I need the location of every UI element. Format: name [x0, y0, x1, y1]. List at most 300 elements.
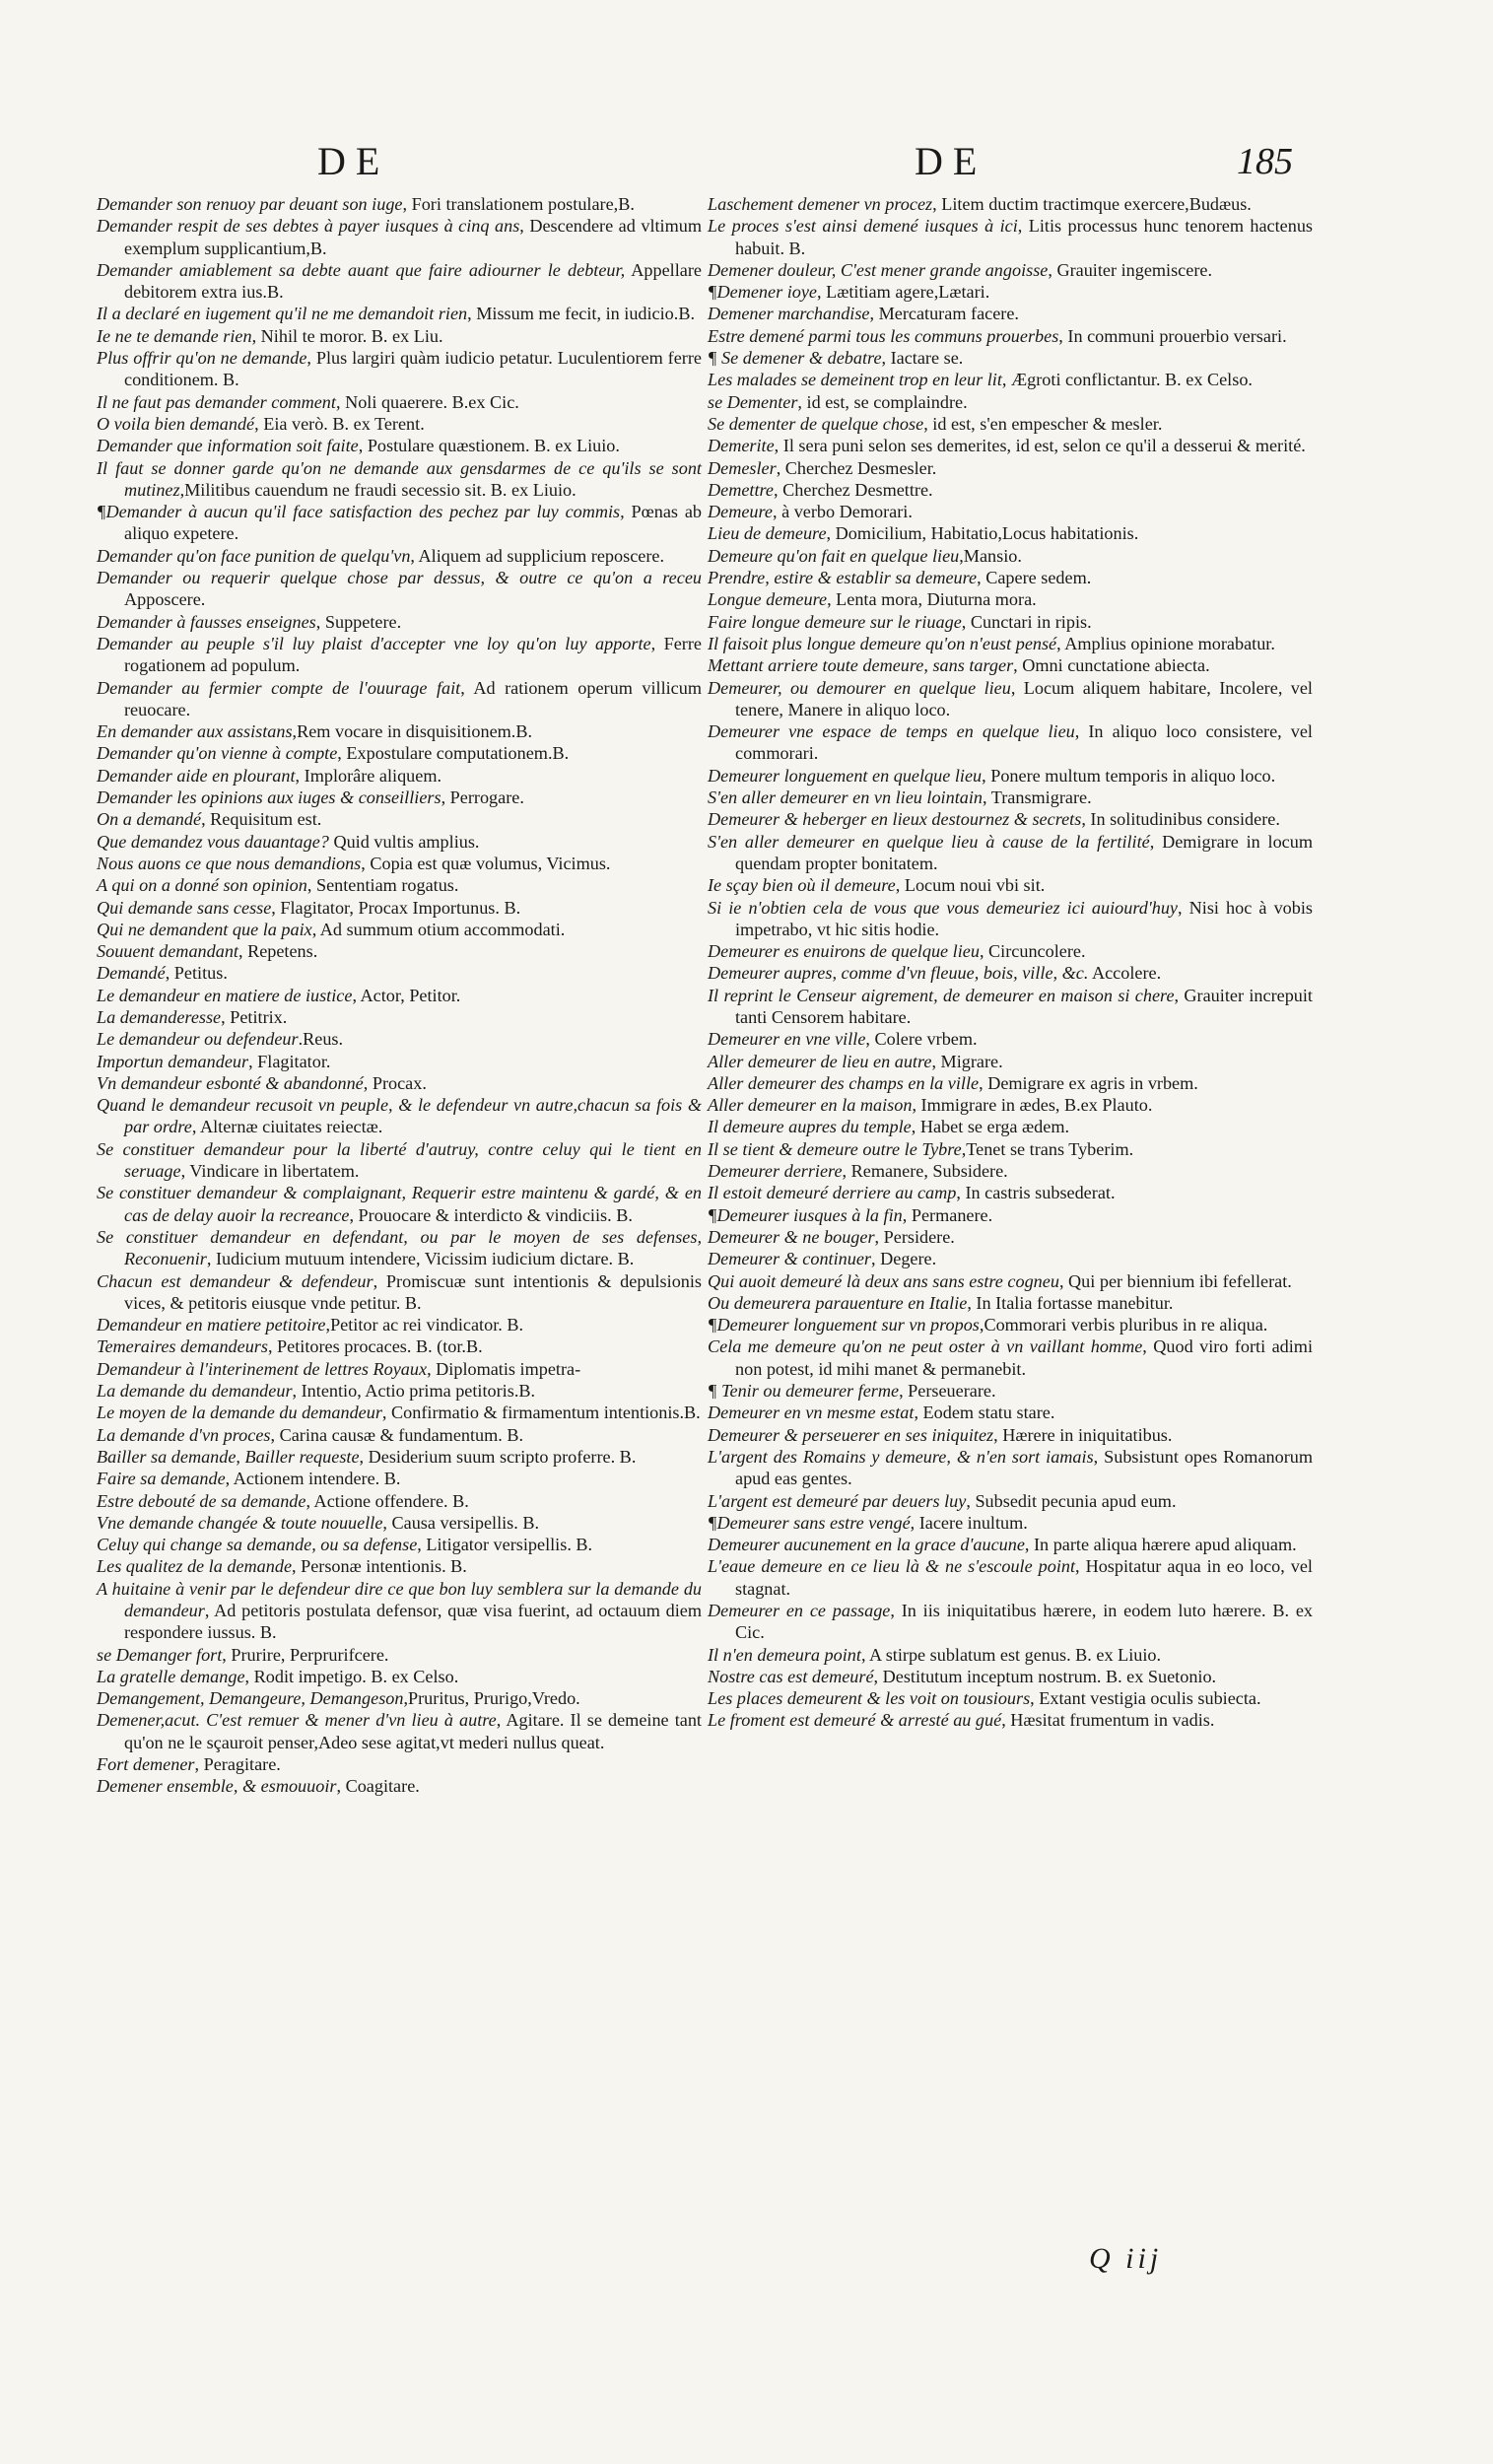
dictionary-entry [708, 567, 1313, 588]
latin-equivalent: , Perrogare. [441, 787, 524, 808]
latin-equivalent: , Persidere. [874, 1226, 955, 1247]
french-headword: Demesler [708, 457, 777, 478]
dictionary-entry [708, 1116, 1313, 1137]
french-headword: La gratelle demange [97, 1666, 245, 1686]
dictionary-entry [708, 1314, 1313, 1335]
dictionary-entry [708, 1094, 1313, 1116]
dictionary-entry [708, 1248, 1313, 1269]
dictionary-entry [97, 611, 702, 633]
dictionary-entry [708, 479, 1313, 501]
dictionary-entry [97, 962, 702, 984]
dictionary-entry [97, 1753, 702, 1775]
latin-equivalent: , Implorâre aliquem. [295, 765, 442, 786]
dictionary-entry [708, 215, 1313, 259]
french-headword: La demande du demandeur [97, 1381, 293, 1402]
dictionary-entry [97, 1468, 702, 1489]
dictionary-entry [708, 962, 1313, 984]
dictionary-entry [97, 787, 702, 808]
latin-equivalent: , Remanere, Subsidere. [842, 1161, 1008, 1182]
french-headword: Ie sçay bien où il demeure [708, 875, 896, 896]
dictionary-entry [708, 588, 1313, 610]
dictionary-entry [97, 1226, 702, 1270]
french-headword: Les qualitez de la demande [97, 1556, 293, 1577]
dictionary-entry [708, 1292, 1313, 1314]
dictionary-entry [97, 1446, 702, 1468]
latin-equivalent: , Destitutum inceptum nostrum. B. ex Suetonio. [873, 1666, 1217, 1686]
dictionary-entry [708, 1709, 1313, 1731]
latin-equivalent: ,Petitor ac rei vindicator. B. [325, 1315, 524, 1335]
dictionary-entry [97, 919, 702, 940]
latin-equivalent: , Locum noui vbi sit. [895, 875, 1046, 896]
latin-equivalent: , Demigrare ex agris in vrbem. [979, 1072, 1198, 1093]
french-headword: Demander au fermier compte de l'ouurage fait [97, 677, 461, 698]
french-headword: Demettre [708, 479, 774, 500]
latin-equivalent: , In parte aliqua hærere apud aliquam. [1024, 1535, 1297, 1555]
latin-equivalent: , Coagitare. [336, 1776, 420, 1797]
left-column [97, 193, 702, 1798]
french-headword: ¶Demener ioye [708, 282, 818, 303]
french-headword: Se constituer demandeur en defendant, ou par le moyen de ses defenses, Reconuenir [97, 1226, 702, 1269]
latin-equivalent: Pœnas ab aliquo expetere. [124, 502, 702, 544]
latin-equivalent: ,Tenet se trans Tyberim. [961, 1138, 1134, 1159]
dictionary-entry [708, 1512, 1313, 1534]
french-headword: Demeurer es enuirons de quelque lieu [708, 941, 980, 962]
latin-equivalent: Quid vultis amplius. [328, 831, 480, 852]
dictionary-entry [97, 1335, 702, 1357]
dictionary-entry [97, 501, 702, 545]
french-headword: Le moyen de la demande du demandeur [97, 1403, 382, 1423]
french-headword: Demeurer & ne bouger [708, 1226, 875, 1247]
latin-equivalent: , Aliquem ad supplicium reposcere. [410, 545, 665, 566]
latin-equivalent: , Petitus. [165, 963, 228, 984]
dictionary-entry [97, 1709, 702, 1753]
french-headword: Demander son renuoy par deuant son iuge [97, 194, 403, 214]
latin-equivalent: , Actione offendere. B. [305, 1490, 469, 1511]
latin-equivalent: , Iudicium mutuum intendere, Vicissim iudicium dictare. B. [206, 1249, 635, 1269]
latin-equivalent: , Flagitator. [248, 1051, 331, 1071]
latin-equivalent: Ferre rogationem ad populum. [124, 633, 702, 676]
french-headword: Que demandez vous dauantage? [97, 831, 329, 852]
latin-equivalent: , Copia est quæ volumus, Vicimus. [361, 853, 611, 873]
french-headword: L'argent est demeuré par deuers luy [708, 1490, 967, 1511]
french-headword: Demener,acut. C'est remuer & mener d'vn lieu à autre [97, 1710, 497, 1731]
dictionary-entry [708, 1687, 1313, 1709]
french-headword: Bailler sa demande, Bailler requeste [97, 1446, 360, 1467]
signature-mark: Q iij [1089, 2242, 1163, 2275]
french-headword: Le demandeur ou defendeur [97, 1029, 299, 1050]
french-headword: O voila bien demandé [97, 413, 255, 434]
latin-equivalent: , Migrare. [931, 1051, 1003, 1071]
dictionary-entry [97, 1006, 702, 1028]
dictionary-entry [97, 1512, 702, 1534]
dictionary-entry [708, 1270, 1313, 1292]
french-headword: Se constituer demandeur pour la liberté d'autruy, contre celuy qui le tient en seruage [97, 1138, 702, 1182]
french-headword: Demander les opinions aux iuges & conseilliers [97, 787, 441, 808]
running-head-right: DE [915, 139, 987, 183]
dictionary-entry [97, 457, 702, 502]
latin-equivalent: , Nihil te moror. B. ex Liu. [251, 325, 443, 346]
dictionary-entry [97, 1094, 702, 1138]
latin-equivalent: ,Rem vocare in disquisitionem.B. [292, 721, 533, 742]
french-headword: Vne demande changée & toute nouuelle [97, 1512, 383, 1533]
latin-equivalent: , Actionem intendere. B. [225, 1469, 401, 1489]
french-headword: Se constituer demandeur & complaignant, Requerir estre maintenu & gardé, & en cas de delay auoir la recreance [97, 1183, 702, 1225]
french-headword: Demeurer vne espace de temps en quelque lieu [708, 721, 1075, 742]
dictionary-entry [97, 720, 702, 742]
dictionary-entry [708, 391, 1313, 413]
dictionary-entry [708, 325, 1313, 347]
french-headword: ¶Demander à aucun qu'il face satisfaction des pechez par luy commis, [97, 502, 625, 522]
latin-equivalent: , Sententiam rogatus. [306, 875, 459, 896]
dictionary-entry [708, 831, 1313, 875]
dictionary-entry [708, 1226, 1313, 1248]
dictionary-entry [708, 193, 1313, 215]
french-headword: Aller demeurer des champs en la ville [708, 1072, 980, 1093]
latin-equivalent: , Permanere. [902, 1204, 993, 1225]
french-headword: Il reprint le Censeur aigrement, de demeurer en maison si chere [708, 985, 1175, 1005]
french-headword: Il ne faut pas demander comment [97, 391, 336, 412]
french-headword: Demander ou requerir quelque chose par dessus, & outre ce qu'on a receu [97, 568, 702, 588]
french-headword: Importun demandeur [97, 1051, 249, 1071]
french-headword: Estre debouté de sa demande [97, 1490, 306, 1511]
dictionary-entry [708, 787, 1313, 808]
dictionary-entry [97, 325, 702, 347]
french-headword: ¶Demeurer sans estre vengé [708, 1512, 911, 1533]
dictionary-entry [97, 193, 702, 215]
dictionary-entry [708, 501, 1313, 522]
dictionary-entry [708, 1490, 1313, 1512]
latin-equivalent: , Prurire, Perprurifcere. [222, 1644, 389, 1665]
latin-equivalent: , Grauiter ingemiscere. [1048, 259, 1213, 280]
dictionary-entry [97, 259, 702, 304]
dictionary-entry [97, 742, 702, 764]
dictionary-entry [708, 765, 1313, 787]
french-headword: Les places demeurent & les voit on tousiours [708, 1688, 1031, 1709]
french-headword: Les malades se demeinent trop en leur lit [708, 370, 1002, 390]
latin-equivalent: , Carina causæ & fundamentum. B. [270, 1424, 524, 1445]
latin-equivalent: , Immigrare in ædes, B.ex Plauto. [912, 1095, 1153, 1116]
dictionary-entry [708, 1555, 1313, 1600]
dictionary-entry [708, 897, 1313, 941]
dictionary-entry [708, 808, 1313, 830]
dictionary-entry [97, 874, 702, 896]
latin-equivalent: , Flagitator, Procax Importunus. B. [271, 897, 521, 918]
latin-equivalent: , Colere vrbem. [865, 1029, 978, 1050]
latin-equivalent: , Hærere in iniquitatibus. [993, 1424, 1173, 1445]
dictionary-entry [708, 259, 1313, 281]
french-headword: Demeurer & perseuerer en ses iniquitez [708, 1424, 994, 1445]
dictionary-entry [97, 1138, 702, 1183]
dictionary-entry [97, 1687, 702, 1709]
page-number: 185 [1237, 141, 1293, 182]
latin-equivalent: , Personæ intentionis. B. [292, 1556, 467, 1577]
dictionary-entry [708, 1182, 1313, 1203]
french-headword: Le froment est demeuré & arresté au gué [708, 1710, 1002, 1731]
french-headword: Demander au peuple s'il luy plaist d'accepter vne loy qu'on luy apporte, [97, 633, 656, 653]
dictionary-entry [97, 413, 702, 435]
dictionary-entry [97, 215, 702, 259]
latin-equivalent: , Missum me fecit, in iudicio.B. [467, 304, 696, 324]
latin-equivalent: , Degere. [871, 1249, 937, 1269]
latin-equivalent: , Peragitare. [194, 1754, 281, 1775]
french-headword: Demeure qu'on fait en quelque lieu [708, 545, 960, 566]
french-headword: Demander que information soit faite [97, 436, 359, 456]
french-headword: Demeurer en vne ville [708, 1029, 866, 1050]
latin-equivalent: , Confirmatio & firmamentum intentionis.B. [381, 1403, 701, 1423]
french-headword: Demener marchandise [708, 304, 870, 324]
latin-equivalent: , Amplius opinione morabatur. [1056, 633, 1275, 653]
latin-equivalent: , Cunctari in ripis. [961, 611, 1092, 632]
french-headword: Il estoit demeuré derriere au camp [708, 1183, 957, 1203]
latin-equivalent: , Vindicare in libertatem. [180, 1161, 360, 1182]
french-headword: Demeurer derriere [708, 1161, 843, 1182]
dictionary-entry [708, 457, 1313, 479]
dictionary-entry [97, 1051, 702, 1072]
french-headword: Demangement, Demangeure, Demangeson [97, 1688, 404, 1709]
french-headword: Demeurer en vn mesme estat [708, 1403, 915, 1423]
french-headword: Il n'en demeura point [708, 1644, 861, 1665]
french-headword: Ie ne te demande rien [97, 325, 252, 346]
latin-equivalent: , Eodem statu stare. [914, 1403, 1055, 1423]
dictionary-entry [708, 1028, 1313, 1050]
latin-equivalent: , Plus largiri quàm iudicio petatur. Luculentiorem ferre conditionem. B. [124, 348, 702, 390]
latin-equivalent: , Fori translationem postulare,B. [402, 194, 635, 214]
french-headword: Prendre, estire & establir sa demeure [708, 568, 978, 588]
latin-equivalent: , Eia verò. B. ex Terent. [254, 413, 425, 434]
latin-equivalent: , A stirpe sublatum est genus. B. ex Liuio. [860, 1644, 1162, 1665]
dictionary-entry [708, 677, 1313, 721]
dictionary-entry [708, 633, 1313, 654]
latin-equivalent: , Desiderium suum scripto proferre. B. [359, 1446, 637, 1467]
french-headword: Faire sa demande [97, 1469, 226, 1489]
dictionary-entry [708, 611, 1313, 633]
french-headword: Faire longue demeure sur le riuage [708, 611, 962, 632]
french-headword: Nostre cas est demeuré [708, 1666, 874, 1686]
french-headword: Demander respit de ses debtes à payer iusques à cinq ans [97, 216, 520, 237]
french-headword: Aller demeurer de lieu en autre [708, 1051, 932, 1071]
dictionary-entry [97, 303, 702, 324]
dictionary-entry [708, 347, 1313, 369]
french-headword: Souuent demandant [97, 941, 238, 962]
dictionary-entry [708, 281, 1313, 303]
latin-equivalent: , Extant vestigia oculis subiecta. [1030, 1688, 1261, 1709]
latin-equivalent: , Ad rationem operum villicum reuocare. [124, 677, 702, 719]
french-headword: Il faisoit plus longue demeure qu'on n'eust pensé [708, 633, 1057, 653]
latin-equivalent: Appellare debitorem extra ius.B. [124, 259, 702, 303]
dictionary-entry [708, 940, 1313, 962]
latin-equivalent: , Postulare quæstionem. B. ex Liuio. [358, 436, 620, 456]
french-headword: On a demandé [97, 809, 202, 830]
latin-equivalent: , Locum aliquem habitare, Incolere, vel tenere, Manere in aliquo loco. [735, 677, 1313, 719]
dictionary-entry [97, 1182, 702, 1226]
french-headword: Si ie n'obtien cela de vous que vous demeuriez ici auiourd'huy [708, 897, 1179, 918]
dictionary-entry [97, 567, 702, 611]
dictionary-entry [97, 853, 702, 874]
dictionary-entry [708, 1051, 1313, 1072]
french-headword: Il se tient & demeure outre le Tybre [708, 1138, 962, 1159]
latin-equivalent: Apposcere. [124, 589, 206, 610]
french-headword: Demander qu'on vienne à compte [97, 743, 338, 764]
french-headword: ¶ Se demener & debatre [708, 348, 882, 369]
latin-equivalent: , Requisitum est. [201, 809, 322, 830]
dictionary-entry [708, 522, 1313, 544]
latin-equivalent: , Causa versipellis. B. [382, 1512, 540, 1533]
latin-equivalent: , In aliquo loco consistere, vel commorari. [735, 721, 1313, 764]
french-headword: Il a declaré en iugement qu'il ne me demandoit rien [97, 304, 468, 324]
latin-equivalent: , Mercaturam facere. [869, 304, 1019, 324]
latin-equivalent: , In iis iniquitatibus hærere, in eodem luto hærere. B. ex Cic. [735, 1601, 1313, 1643]
latin-equivalent: , Procax. [363, 1072, 427, 1093]
latin-equivalent: , Quod viro forti adimi non potest, id mihi manet & permanebit. [735, 1336, 1313, 1379]
latin-equivalent: , Petitores procaces. B. (tor.B. [267, 1336, 483, 1357]
dictionary-entry [97, 1490, 702, 1512]
french-headword: Demerite [708, 436, 775, 456]
french-headword: Aller demeurer en la maison [708, 1095, 913, 1116]
latin-equivalent: , Litigator versipellis. B. [417, 1535, 593, 1555]
latin-equivalent: , Iactare se. [881, 348, 964, 369]
latin-equivalent: , Alternæ ciuitates reiectæ. [191, 1117, 383, 1137]
latin-equivalent: , id est, se complaindre. [797, 391, 968, 412]
right-column [708, 193, 1313, 1732]
page-header [0, 138, 1493, 197]
dictionary-entry [97, 808, 702, 830]
latin-equivalent: , Ægroti conflictantur. B. ex Celso. [1001, 370, 1253, 390]
dictionary-entry [708, 303, 1313, 324]
latin-equivalent: ,Commorari verbis pluribus in re aliqua. [979, 1315, 1268, 1335]
dictionary-entry [708, 1335, 1313, 1380]
dictionary-entry [708, 1380, 1313, 1402]
french-headword: L'argent des Romains y demeure, & n'en sort iamais [708, 1446, 1094, 1467]
dictionary-entry [97, 1555, 702, 1577]
dictionary-entry [97, 1028, 702, 1050]
latin-equivalent: , Diplomatis impetra- [427, 1358, 581, 1379]
dictionary-entry [708, 1534, 1313, 1555]
latin-equivalent: , Perseuerare. [899, 1381, 996, 1402]
latin-equivalent: ,Pruritus, Prurigo,Vredo. [403, 1688, 580, 1709]
french-headword: se Demanger fort [97, 1644, 223, 1665]
dictionary-entry [97, 897, 702, 919]
dictionary-entry [708, 985, 1313, 1029]
latin-equivalent: , Ad petitoris postulata defensor, quæ visa fuerint, ad octauum diem respondere iussus. B. [124, 1601, 702, 1643]
french-headword: Fort demener [97, 1754, 195, 1775]
latin-equivalent: , id est, s'en empescher & mesler. [923, 413, 1163, 434]
latin-equivalent: , Ponere multum temporis in aliquo loco. [982, 765, 1276, 786]
french-headword: Se dementer de quelque chose [708, 413, 924, 434]
dictionary-entry [97, 545, 702, 567]
dictionary-entry [97, 1775, 702, 1797]
latin-equivalent: , Descendere ad vltimum exemplum supplicantium,B. [124, 216, 702, 258]
latin-equivalent: , Hæsitat frumentum in vadis. [1001, 1710, 1215, 1731]
french-headword: Vn demandeur esbonté & abandonné [97, 1072, 364, 1093]
latin-equivalent: .Reus. [298, 1029, 344, 1050]
dictionary-entry [97, 1314, 702, 1335]
french-headword: Temeraires demandeurs [97, 1336, 268, 1357]
latin-equivalent: , Iacere inultum. [910, 1512, 1028, 1533]
french-headword: Il faut se donner garde qu'on ne demande aux gensdarmes de ce qu'ils se sont mutinez [97, 457, 702, 500]
latin-equivalent: , Nisi hoc à vobis impetrabo, vt hic sitis hodie. [735, 897, 1313, 939]
latin-equivalent: , Capere sedem. [977, 568, 1092, 588]
french-headword: A qui on a donné son opinion [97, 875, 307, 896]
latin-equivalent: , Petitrix. [221, 1006, 288, 1027]
dictionary-entry [97, 1380, 702, 1402]
latin-equivalent: , à verbo Demorari. [772, 502, 913, 522]
french-headword: Ou demeurera parauenture en Italie [708, 1292, 968, 1313]
dictionary-entry [97, 1072, 702, 1094]
french-headword: Demeurer & heberger en lieux destournez & secrets [708, 809, 1082, 830]
french-headword: S'en aller demeurer en vn lieu lointain [708, 787, 983, 808]
latin-equivalent: , Domicilium, Habitatio,Locus habitationis. [826, 523, 1139, 544]
french-headword: Le proces s'est ainsi demené iusques à ici [708, 216, 1018, 237]
french-headword: se Dementer [708, 391, 798, 412]
latin-equivalent: , Lenta mora, Diuturna mora. [827, 589, 1037, 610]
french-headword: Demandeur à l'interinement de lettres Royaux [97, 1358, 428, 1379]
french-headword: ¶Demeurer iusques à la fin [708, 1204, 903, 1225]
dictionary-entry [708, 654, 1313, 676]
french-headword: Demander à fausses enseignes [97, 611, 316, 632]
latin-equivalent: , Omni cunctatione abiecta. [1013, 655, 1210, 676]
latin-equivalent: , Grauiter increpuit tanti Censorem habitare. [735, 985, 1313, 1027]
latin-equivalent: , Hospitatur aqua in eo loco, vel stagnat. [735, 1556, 1313, 1599]
french-headword: Demeurer, ou demourer en quelque lieu [708, 677, 1011, 698]
french-headword: Nous auons ce que nous demandions [97, 853, 362, 873]
french-headword: Demander amiablement sa debte auant que faire adiourner le debteur, [97, 259, 626, 280]
dictionary-entry [708, 1600, 1313, 1644]
latin-equivalent: , Prouocare & interdicto & vindiciis. B. [349, 1204, 633, 1225]
dictionary-entry [97, 677, 702, 721]
french-headword: Demener douleur, C'est mener grande angoisse [708, 259, 1049, 280]
dictionary-entry [97, 435, 702, 456]
latin-equivalent: , Qui per biennium ibi fefellerat. [1058, 1270, 1292, 1291]
latin-equivalent: , Cherchez Desmesler. [776, 457, 937, 478]
latin-equivalent: , In communi prouerbio versari. [1058, 325, 1287, 346]
latin-equivalent: , Il sera puni selon ses demerites, id est, selon ce qu'il a desserui & merité. [774, 436, 1306, 456]
french-headword: Plus offrir qu'on ne demande [97, 348, 307, 369]
dictionary-entry [708, 720, 1313, 765]
latin-equivalent: , Actor, Petitor. [352, 985, 461, 1005]
french-headword: Lieu de demeure [708, 523, 827, 544]
latin-equivalent: , Litis processus hunc tenorem hactenus habuit. B. [735, 216, 1314, 258]
french-headword: ¶Demeurer longuement sur vn propos [708, 1315, 980, 1335]
french-headword: S'en aller demeurer en quelque lieu à cause de la fertilité [708, 831, 1150, 852]
dictionary-entry [708, 1446, 1313, 1490]
french-headword: Quand le demandeur recusoit vn peuple, & le defendeur vn autre,chacun sa fois & par ordre [97, 1095, 702, 1137]
french-headword: Demeurer en ce passage [708, 1601, 891, 1620]
french-headword: Laschement demener vn procez [708, 194, 933, 214]
dictionary-entry [97, 1534, 702, 1555]
latin-equivalent: ,Mansio. [959, 545, 1022, 566]
latin-equivalent: , Habet se erga ædem. [911, 1117, 1070, 1137]
french-headword: Le demandeur en matiere de iustice [97, 985, 353, 1005]
latin-equivalent: Accolere. [1088, 963, 1162, 984]
dictionary-entry [97, 1270, 702, 1315]
dictionary-entry [708, 435, 1313, 456]
latin-equivalent: , Agitare. Il se demeine tant qu'on ne le sçauroit penser,Adeo sese agitat,vt mederi nullus queat. [124, 1710, 702, 1752]
dictionary-entry [97, 391, 702, 413]
french-headword: Mettant arriere toute demeure, sans targer [708, 655, 1014, 676]
dictionary-entry [97, 1424, 702, 1446]
dictionary-entry [97, 1358, 702, 1380]
dictionary-entry [708, 1138, 1313, 1160]
french-headword: Demander qu'on face punition de quelqu'vn [97, 545, 411, 566]
latin-equivalent: , Promiscuæ sunt intentionis & depulsionis vices, & petitoris eiusque vnde petitur. B. [124, 1270, 703, 1313]
latin-equivalent: , Transmigrare. [983, 787, 1092, 808]
french-headword: A huitaine à venir par le defendeur dire ce que bon luy semblera sur la demande du demandeur [97, 1578, 702, 1620]
latin-equivalent: , Demigrare in locum quendam propter bonitatem. [735, 831, 1313, 873]
french-headword: Longue demeure [708, 589, 828, 610]
running-head-left: DE [317, 139, 390, 183]
latin-equivalent: , Noli quaerere. B.ex Cic. [335, 391, 519, 412]
latin-equivalent: , Subsistunt opes Romanorum apud eas gentes. [735, 1446, 1313, 1489]
